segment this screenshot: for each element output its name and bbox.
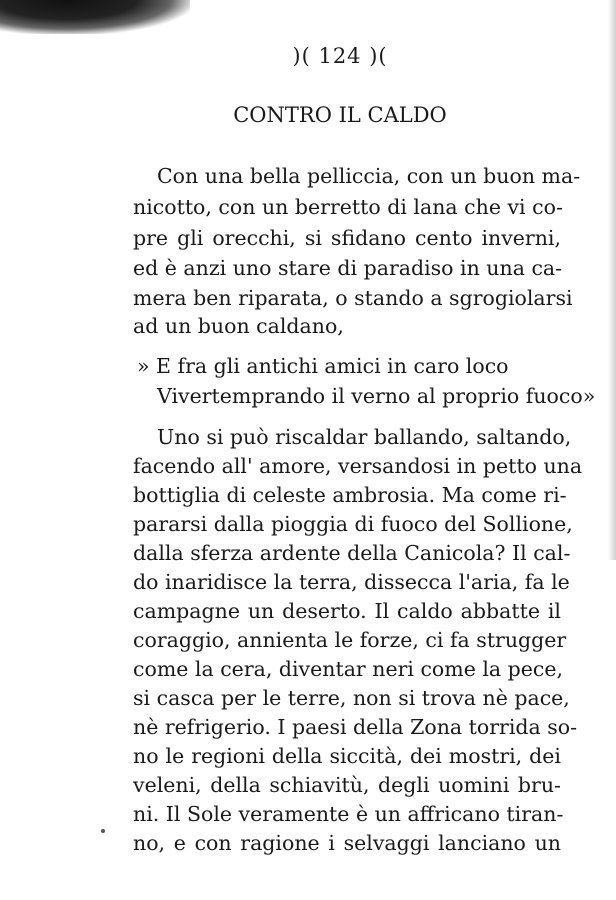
- text-line: mera ben riparata, o stando a sgrogiolarsi: [133, 286, 573, 310]
- text-line: facendo all' amore, versandosi in petto una: [133, 454, 583, 478]
- page-number: )( 124 )(: [292, 44, 388, 68]
- speck: [101, 829, 105, 833]
- verse-line: » E fra gli antichi amici in caro loco: [137, 354, 509, 378]
- text-line: ad un buon caldano,: [133, 314, 344, 338]
- text-line: no, e con ragione i selvaggi lanciano un: [133, 831, 561, 855]
- text-line: bottiglia di celeste ambrosia. Ma come ri-: [133, 483, 567, 507]
- verse-line: Vivertemprando il verno al proprio fuoco»: [157, 384, 596, 408]
- text-line: Con una bella pelliccia, con un buon ma-: [157, 164, 581, 188]
- ink-blot: [0, 0, 190, 34]
- page-edge-shadow: [608, 0, 616, 560]
- text-line: dalla sferza ardente della Canicola? Il cal-: [133, 541, 571, 565]
- text-line: pre gli orecchi, si sfidano cento inverni,: [133, 226, 561, 250]
- text-line: come la cera, diventar neri come la pece,: [133, 657, 564, 681]
- text-line: Uno si può riscaldar ballando, saltando,: [157, 425, 572, 449]
- text-line: ni. Il Sole veramente è un affricano tiran-: [133, 802, 564, 826]
- text-line: do inaridisce la terra, dissecca l'aria, fa le: [133, 570, 570, 594]
- text-line: nicotto, con un berretto di lana che vi co-: [133, 195, 563, 219]
- text-line: si casca per le terre, non si trova nè pace,: [133, 686, 570, 710]
- chapter-title: CONTRO IL CALDO: [233, 103, 447, 127]
- text-line: nè refrigerio. I paesi della Zona torrida so-: [133, 715, 578, 739]
- text-line: ed è anzi uno stare di paradiso in una ca-: [133, 256, 563, 280]
- text-line: coraggio, annienta le forze, ci fa strugger: [133, 628, 567, 652]
- text-line: no le regioni della siccità, dei mostri, dei: [133, 744, 561, 768]
- text-line: veleni, della schiavitù, degli uomini bru-: [133, 773, 561, 797]
- text-line: pararsi dalla pioggia di fuoco del Sollione,: [133, 512, 573, 536]
- text-line: campagne un deserto. Il caldo abbatte il: [133, 599, 561, 623]
